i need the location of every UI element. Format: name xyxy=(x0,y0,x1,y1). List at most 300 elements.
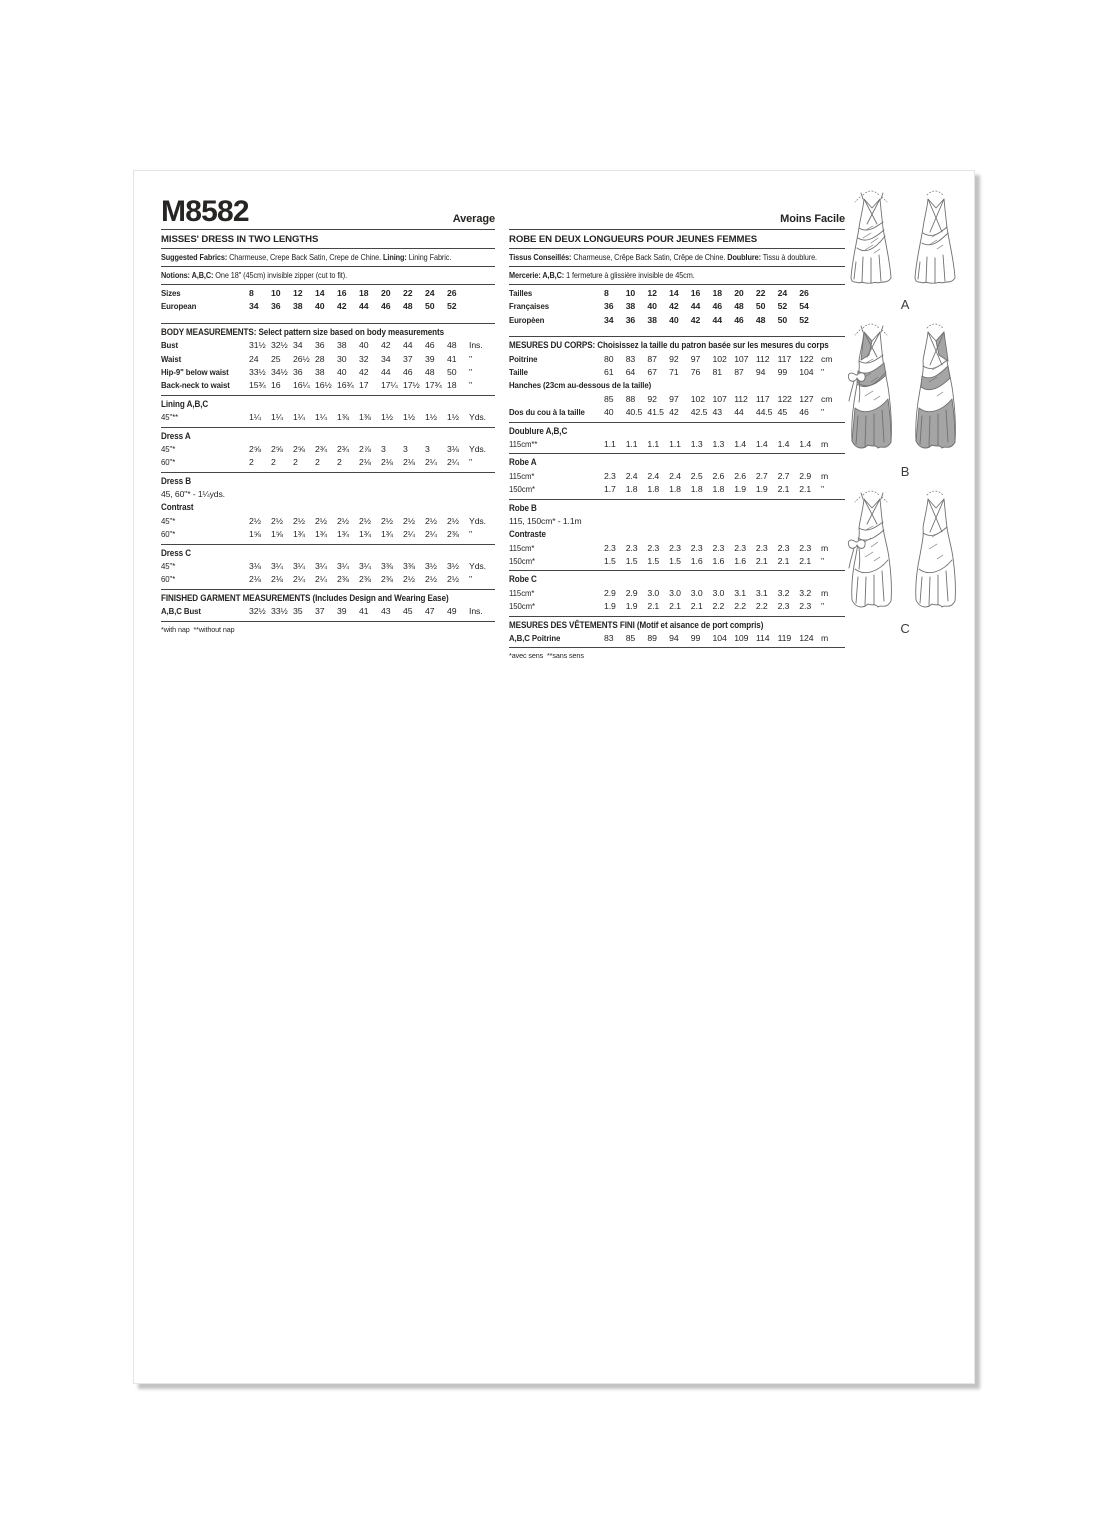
divider xyxy=(509,266,845,267)
divider xyxy=(161,284,495,285)
row-value: 2½ xyxy=(293,515,305,526)
row-value: 18 xyxy=(712,288,722,298)
row-value: 17 xyxy=(359,380,369,391)
row-value: 37 xyxy=(315,606,325,617)
row-label: 45"* xyxy=(161,515,176,526)
divider xyxy=(161,427,495,428)
row-value: 40 xyxy=(669,314,679,325)
row-value: 2.1 xyxy=(647,601,660,612)
text-run: One 18" (45cm) invisible zipper (cut to fit). xyxy=(213,270,348,280)
row-value: 88 xyxy=(625,393,636,404)
english-column xyxy=(161,191,495,635)
header-fr xyxy=(509,191,845,227)
row-value: 99 xyxy=(777,367,788,378)
row-value: 3¼ xyxy=(315,560,327,571)
divider xyxy=(161,472,495,473)
pattern-envelope-back xyxy=(133,170,975,1384)
dress-c-back xyxy=(916,491,956,607)
row-value: 16¾ xyxy=(337,380,354,391)
row-value: 2 xyxy=(293,457,298,468)
finished-garment-table xyxy=(161,605,495,618)
row-unit: Ins. xyxy=(469,606,483,617)
row-value: 112 xyxy=(734,393,748,404)
row-value: 1.8 xyxy=(647,484,660,495)
row-value: 2½ xyxy=(271,515,283,526)
row-value: 8 xyxy=(249,288,254,298)
footnote-fr: *avec sens **sans sens xyxy=(509,651,584,661)
row-value: 3⅜ xyxy=(381,560,393,571)
row-value: 2.3 xyxy=(669,542,681,553)
text-run: Lining Fabric. xyxy=(406,252,452,262)
measure-row xyxy=(509,470,845,483)
view-a-label: A xyxy=(900,297,910,312)
row-value: 1.1 xyxy=(669,439,681,450)
row-value: 10 xyxy=(271,288,281,298)
row-unit: m xyxy=(821,542,829,553)
row-value: 94 xyxy=(755,367,766,378)
row-value: 2¼ xyxy=(425,457,437,468)
row-value: 2.1 xyxy=(669,601,681,612)
row-value: 89 xyxy=(647,632,657,643)
french-column xyxy=(509,191,845,661)
lining-heading: Lining A,B,C xyxy=(161,398,209,409)
row-value: 81 xyxy=(712,367,722,378)
measure-row xyxy=(161,605,495,618)
row-value: 10 xyxy=(625,288,636,298)
row-value: 1.8 xyxy=(690,484,703,495)
sizes-table-en xyxy=(161,287,495,314)
row-value: 1¾ xyxy=(359,529,371,540)
row-value: 50 xyxy=(755,301,766,312)
row-value: 41.5 xyxy=(647,407,664,418)
row-value: 28 xyxy=(315,353,325,364)
measure-row xyxy=(161,300,495,313)
row-value: 26 xyxy=(447,288,457,298)
row-value: 2.5 xyxy=(690,470,703,481)
row-label: Poitrine xyxy=(509,353,538,364)
row-value: 2½ xyxy=(447,515,459,526)
row-value: 1.8 xyxy=(712,484,725,495)
row-value: 36 xyxy=(271,301,281,312)
row-value: 3 xyxy=(403,444,408,455)
doublure-heading: Doublure A,B,C xyxy=(509,425,568,436)
row-value: 1⅜ xyxy=(359,412,371,423)
row-value: 2.1 xyxy=(777,484,790,495)
row-value: 1.4 xyxy=(799,439,812,450)
measure-row xyxy=(509,600,845,613)
row-value: 1⅝ xyxy=(271,529,283,540)
row-value: 3⅜ xyxy=(403,560,415,571)
dress-b-heading: Dress B xyxy=(161,475,191,486)
row-value: 1¾ xyxy=(337,529,349,540)
row-value: 83 xyxy=(604,632,614,643)
robe-c-heading: Robe C xyxy=(509,574,537,585)
row-value: 42 xyxy=(669,407,679,418)
row-value: 40 xyxy=(315,301,325,312)
row-value: 46 xyxy=(403,367,413,378)
measure-row xyxy=(509,353,845,366)
row-value: 2¾ xyxy=(315,444,327,455)
row-unit: cm xyxy=(821,393,833,404)
row-value: 43 xyxy=(381,606,391,617)
row-value: 61 xyxy=(604,367,614,378)
row-value: 2½ xyxy=(337,515,349,526)
row-label: Hanches (23cm au-dessous de la taille) xyxy=(509,380,652,391)
row-value: 44 xyxy=(690,301,701,312)
difficulty-en: Average xyxy=(452,213,495,225)
row-value: 17½ xyxy=(403,380,420,391)
row-value: 1½ xyxy=(381,412,393,423)
measure-row xyxy=(161,560,495,573)
row-value: 48 xyxy=(425,367,435,378)
row-value: 3⅛ xyxy=(447,444,459,455)
row-value: 1.6 xyxy=(690,555,703,566)
row-value: 20 xyxy=(381,288,391,298)
dress-a-front xyxy=(851,191,891,283)
notions-line xyxy=(161,269,496,282)
title-fr: ROBE EN DEUX LONGUEURS POUR JEUNES FEMMES xyxy=(509,234,758,245)
row-value: 94 xyxy=(669,632,679,643)
measure-row xyxy=(509,393,845,406)
row-value: 2⅛ xyxy=(359,457,371,468)
row-value: 2⅝ xyxy=(271,444,283,455)
measure-row xyxy=(509,587,845,600)
row-value: 2.3 xyxy=(755,542,768,553)
row-value: 1.1 xyxy=(647,439,660,450)
measure-row xyxy=(509,555,845,568)
row-value: 3.2 xyxy=(777,587,790,598)
row-value: 40 xyxy=(604,407,614,418)
lining-table xyxy=(161,411,495,424)
row-value: 1⅜ xyxy=(337,412,349,423)
row-value: 12 xyxy=(293,288,303,298)
row-label: Françaises xyxy=(509,301,549,312)
bold-run: Suggested Fabrics: xyxy=(161,252,228,262)
row-value: 15¾ xyxy=(249,380,266,391)
row-unit: " xyxy=(821,367,824,378)
contrast-table xyxy=(161,515,495,542)
row-unit: " xyxy=(821,484,824,495)
row-value: 2 xyxy=(271,457,276,468)
title-en: MISSES' DRESS IN TWO LENGTHS xyxy=(161,234,319,245)
sizes-table-fr xyxy=(509,287,845,327)
row-value: 80 xyxy=(604,353,614,364)
row-value: 2.1 xyxy=(690,601,703,612)
row-value: 18 xyxy=(359,288,369,298)
divider xyxy=(509,647,845,648)
row-value: 2.3 xyxy=(799,601,812,612)
divider xyxy=(509,248,845,249)
row-label: Taille xyxy=(509,367,528,378)
row-value: 1.6 xyxy=(734,555,746,566)
measure-row xyxy=(161,339,495,352)
row-value: 2¼ xyxy=(403,529,415,540)
view-a-figure xyxy=(842,185,968,312)
row-value: 2¼ xyxy=(425,529,437,540)
row-value: 117 xyxy=(777,353,792,364)
illustration-rail xyxy=(842,185,968,642)
row-label: 115cm* xyxy=(509,542,535,553)
row-value: 1.4 xyxy=(734,439,746,450)
row-label: Sizes xyxy=(161,288,181,298)
row-label: Tailles xyxy=(509,288,533,298)
row-label: 115cm** xyxy=(509,439,538,450)
row-value: 44.5 xyxy=(755,407,773,418)
row-value: 20 xyxy=(734,288,744,298)
measure-row xyxy=(161,366,495,379)
row-value: 3⅛ xyxy=(249,560,261,571)
row-unit: " xyxy=(821,601,824,612)
dress-a-table xyxy=(161,443,495,470)
row-value: 1¾ xyxy=(315,529,327,540)
row-value: 109 xyxy=(734,632,749,643)
row-value: 2.9 xyxy=(799,470,812,481)
row-value: 3¼ xyxy=(337,560,349,571)
row-value: 2.3 xyxy=(734,542,746,553)
row-value: 46 xyxy=(381,301,391,312)
measure-row xyxy=(509,632,845,645)
row-value: 37 xyxy=(403,353,413,364)
row-label: Europèen xyxy=(509,314,545,325)
row-value: 16 xyxy=(271,380,281,391)
measure-row xyxy=(161,443,495,456)
row-value: 36 xyxy=(293,367,303,378)
row-value: 52 xyxy=(799,314,809,325)
row-value: 2.1 xyxy=(799,555,812,566)
divider xyxy=(509,570,845,571)
row-unit: " xyxy=(469,457,472,468)
robe-b-heading: Robe B xyxy=(509,502,537,513)
row-value: 1.8 xyxy=(669,484,681,495)
row-value: 31½ xyxy=(249,340,266,351)
row-value: 2⅜ xyxy=(381,574,393,585)
row-value: 2½ xyxy=(403,515,415,526)
row-value: 102 xyxy=(712,353,727,364)
row-value: 2⅝ xyxy=(293,444,305,455)
contraste-heading: Contraste xyxy=(509,529,546,540)
row-unit: m xyxy=(821,470,829,481)
measure-row xyxy=(509,287,845,300)
row-value: 42 xyxy=(690,314,701,325)
row-value: 2 xyxy=(337,457,342,468)
row-value: 3.0 xyxy=(669,587,681,598)
row-value: 52 xyxy=(777,301,788,312)
row-value: 2.3 xyxy=(604,542,616,553)
divider xyxy=(509,453,845,454)
divider xyxy=(509,616,845,617)
contrast-heading: Contrast xyxy=(161,502,194,513)
mesures-corps-heading: MESURES DU CORPS: Choisissez la taille du patron basée sur les mesures du corps xyxy=(509,340,829,351)
measure-row xyxy=(161,287,495,300)
row-unit: " xyxy=(469,529,472,540)
row-value: 54 xyxy=(799,301,809,312)
row-value: 45 xyxy=(403,606,413,617)
row-label: European xyxy=(161,301,197,312)
row-value: 2⅜ xyxy=(337,574,349,585)
row-value: 2.6 xyxy=(712,470,725,481)
row-value: 2.4 xyxy=(625,470,638,481)
row-value: 102 xyxy=(690,393,705,404)
row-label: Waist xyxy=(161,353,182,364)
row-value: 3.0 xyxy=(647,587,660,598)
pattern-number: M8582 xyxy=(161,195,249,228)
row-value: 1.5 xyxy=(647,555,660,566)
row-value: 2½ xyxy=(359,515,371,526)
measure-row xyxy=(509,366,845,379)
row-value: 36 xyxy=(604,301,614,312)
row-unit: m xyxy=(821,587,829,598)
row-label: Hip-9" below waist xyxy=(161,367,229,378)
row-value: 2.3 xyxy=(647,542,660,553)
bold-run: Notions: A,B,C: xyxy=(161,270,214,280)
divider xyxy=(509,422,845,423)
robe-a-table xyxy=(509,470,845,497)
row-value: 1¾ xyxy=(293,529,305,540)
footnote-en: *with nap **without nap xyxy=(161,624,235,634)
measure-row xyxy=(509,314,845,327)
row-value: 1¼ xyxy=(271,412,283,423)
row-unit: Yds. xyxy=(469,560,486,571)
row-value: 48 xyxy=(734,301,744,312)
row-value: 127 xyxy=(799,393,814,404)
row-value: 2.2 xyxy=(755,601,768,612)
row-value: 99 xyxy=(690,632,701,643)
row-value: 2.3 xyxy=(799,542,812,553)
row-value: 1½ xyxy=(447,412,459,423)
row-value: 3.0 xyxy=(690,587,703,598)
row-value: 2.3 xyxy=(777,601,790,612)
divider xyxy=(161,395,495,396)
view-c-figure xyxy=(842,485,968,636)
row-value: 25 xyxy=(271,353,281,364)
row-value: 36 xyxy=(625,314,636,325)
row-unit: " xyxy=(469,367,472,378)
row-value: 14 xyxy=(669,288,679,298)
measure-row xyxy=(509,542,845,555)
dress-c-table xyxy=(161,560,495,587)
row-value: 34 xyxy=(293,340,303,351)
row-value: 26½ xyxy=(293,353,310,364)
row-value: 42.5 xyxy=(690,407,708,418)
row-value: 1.1 xyxy=(604,439,616,450)
row-value: 2.2 xyxy=(734,601,746,612)
row-value: 2.3 xyxy=(690,542,703,553)
row-value: 119 xyxy=(777,632,792,643)
row-value: 2¼ xyxy=(293,574,305,585)
row-value: 41 xyxy=(359,606,369,617)
row-value: 44 xyxy=(734,407,744,418)
row-value: 2⅜ xyxy=(359,574,371,585)
row-label: 45"** xyxy=(161,412,179,423)
row-value: 2⅜ xyxy=(447,529,459,540)
row-value: 1⅝ xyxy=(249,529,261,540)
row-value: 32½ xyxy=(271,340,288,351)
row-value: 3 xyxy=(425,444,430,455)
row-value: 1.9 xyxy=(734,484,746,495)
row-value: 34 xyxy=(249,301,259,312)
doublure-table xyxy=(509,438,845,451)
row-value: 2⅛ xyxy=(271,574,283,585)
row-value: 46 xyxy=(425,340,435,351)
text-run: Tissu à doublure. xyxy=(760,252,817,262)
tissus-line xyxy=(509,251,846,264)
body-measurements-heading: BODY MEASUREMENTS: Select pattern size based on body measurements xyxy=(161,326,445,337)
row-value: 107 xyxy=(712,393,727,404)
row-value: 114 xyxy=(755,632,770,643)
row-value: 2.9 xyxy=(604,587,616,598)
row-value: 1¼ xyxy=(315,412,327,423)
measure-row xyxy=(161,456,495,469)
robe-a-heading: Robe A xyxy=(509,457,537,468)
header-en xyxy=(161,191,495,227)
divider xyxy=(509,336,845,337)
measure-row xyxy=(509,379,845,392)
row-label: Bust xyxy=(161,340,179,351)
view-b-figure xyxy=(842,318,968,479)
row-value: 1.3 xyxy=(712,439,725,450)
row-unit: Yds. xyxy=(469,515,486,526)
row-value: 44 xyxy=(712,314,722,325)
row-value: 2.1 xyxy=(777,555,790,566)
row-label: 45"* xyxy=(161,444,176,455)
measure-row xyxy=(509,300,845,313)
row-label: 60"* xyxy=(161,529,176,540)
row-value: 38 xyxy=(293,301,303,312)
row-value: 2.1 xyxy=(799,484,812,495)
divider xyxy=(509,499,845,500)
row-value: 34½ xyxy=(271,367,288,378)
row-value: 2⅝ xyxy=(249,444,261,455)
row-value: 41 xyxy=(447,353,457,364)
row-value: 1.5 xyxy=(669,555,681,566)
row-value: 24 xyxy=(249,353,259,364)
divider xyxy=(161,323,495,324)
row-value: 3¼ xyxy=(271,560,283,571)
row-unit: " xyxy=(469,353,472,364)
row-value: 22 xyxy=(403,288,413,298)
dress-c-heading: Dress C xyxy=(161,547,191,558)
row-value: 24 xyxy=(425,288,435,298)
view-b-label: B xyxy=(900,464,910,479)
row-unit: Yds. xyxy=(469,444,486,455)
row-value: 3.1 xyxy=(734,587,746,598)
mesures-corps-table xyxy=(509,353,845,420)
row-value: 2¾ xyxy=(337,444,349,455)
row-value: 38 xyxy=(337,340,347,351)
row-value: 2⅛ xyxy=(381,457,393,468)
row-value: 46 xyxy=(799,407,809,418)
row-value: 33½ xyxy=(249,367,266,378)
vetements-fini-heading: MESURES DES VÊTEMENTS FINI (Motif et aisance de port compris) xyxy=(509,619,764,630)
divider xyxy=(161,248,495,249)
finished-garment-heading: FINISHED GARMENT MEASUREMENTS (Includes Design and Wearing Ease) xyxy=(161,592,449,603)
row-label: 60"* xyxy=(161,574,176,585)
row-value: 40.5 xyxy=(625,407,643,418)
row-value: 32 xyxy=(359,353,369,364)
dress-a-heading: Dress A xyxy=(161,430,191,441)
row-value: 2.4 xyxy=(647,470,660,481)
view-c-label: C xyxy=(900,621,910,636)
row-unit: " xyxy=(821,555,824,566)
text-run: Charmeuse, Crêpe Back Satin, Crêpe de Chine. xyxy=(571,252,728,262)
robe-b-note: 115, 150cm* - 1.1m xyxy=(509,516,582,527)
row-label: 115cm* xyxy=(509,470,535,481)
row-value: 87 xyxy=(734,367,744,378)
row-value: 1.4 xyxy=(777,439,790,450)
row-value: 1.6 xyxy=(712,555,725,566)
measure-row xyxy=(161,411,495,424)
row-value: 3.2 xyxy=(799,587,812,598)
